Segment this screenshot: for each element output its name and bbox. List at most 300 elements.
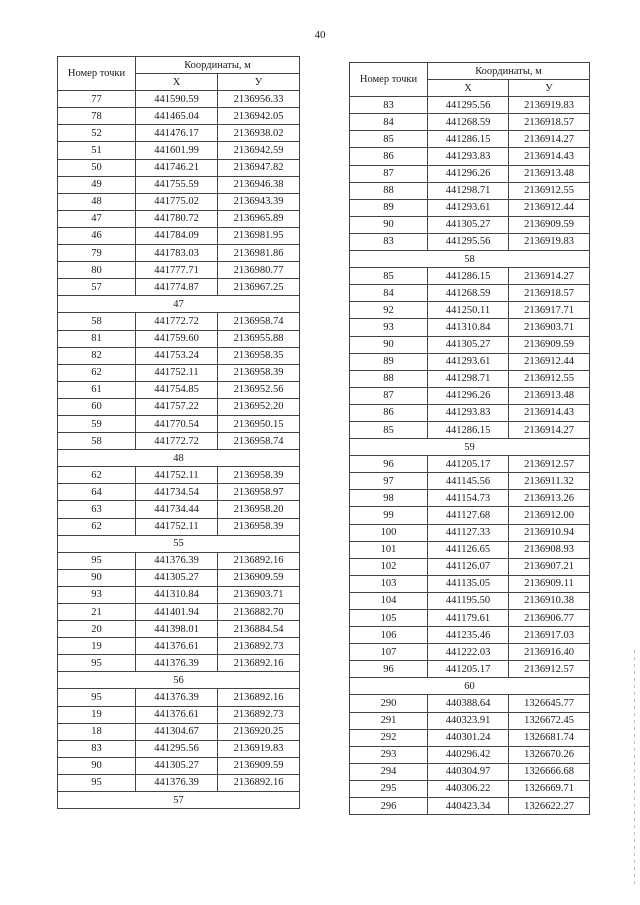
x-coordinate-cell: 441305.27: [428, 216, 509, 233]
x-coordinate-cell: 441293.83: [428, 148, 509, 165]
point-number-cell: 92: [350, 302, 428, 319]
y-coordinate-cell: 2136952.20: [218, 398, 300, 415]
y-coordinate-cell: 2136906.77: [509, 610, 590, 627]
y-coordinate-cell: 2136913.26: [509, 490, 590, 507]
point-number-cell: 107: [350, 644, 428, 661]
table-row: [58, 689, 300, 706]
x-coordinate-cell: 441293.61: [428, 199, 509, 216]
x-coordinate-cell: 441759.60: [136, 330, 218, 347]
y-coordinate-cell: 2136920.25: [218, 723, 300, 740]
point-number-cell: 84: [350, 285, 428, 302]
point-number-cell: 95: [58, 774, 136, 791]
table-row: [350, 575, 590, 592]
point-number-cell: 104: [350, 592, 428, 609]
point-number-cell: 57: [58, 279, 136, 296]
table-row: [58, 706, 300, 723]
x-coordinate-cell: 441310.84: [136, 586, 218, 603]
group-label: 57: [58, 792, 300, 809]
point-number-cell: 295: [350, 780, 428, 797]
table-row: [350, 387, 590, 404]
x-coordinate-cell: 441286.15: [428, 268, 509, 285]
table-row: [350, 421, 590, 438]
x-coordinate-cell: 441179.61: [428, 610, 509, 627]
x-coordinate-cell: 441126.65: [428, 541, 509, 558]
point-number-cell: 58: [58, 313, 136, 330]
table-row: [350, 182, 590, 199]
x-coordinate-cell: 441752.11: [136, 364, 218, 381]
point-number-cell: 103: [350, 575, 428, 592]
point-number-cell: 99: [350, 507, 428, 524]
point-number-cell: 85: [350, 268, 428, 285]
y-coordinate-cell: 2136914.43: [509, 404, 590, 421]
y-coordinate-cell: 2136965.89: [218, 210, 300, 227]
x-coordinate-cell: 441476.17: [136, 125, 218, 142]
y-coordinate-cell: 2136967.25: [218, 279, 300, 296]
table-row: [350, 404, 590, 421]
y-coordinate-cell: 2136958.39: [218, 518, 300, 535]
table-row: [350, 746, 590, 763]
point-number-cell: 95: [58, 689, 136, 706]
y-coordinate-cell: 2136914.27: [509, 421, 590, 438]
point-number-cell: 88: [350, 182, 428, 199]
point-number-cell: 19: [58, 638, 136, 655]
point-number-cell: 85: [350, 421, 428, 438]
x-coordinate-cell: 441401.94: [136, 604, 218, 621]
x-coordinate-cell: 441772.72: [136, 313, 218, 330]
y-coordinate-cell: 2136914.27: [509, 268, 590, 285]
table-row: [350, 798, 590, 815]
x-coordinate-cell: 441154.73: [428, 490, 509, 507]
point-number-cell: 296: [350, 798, 428, 815]
point-number-cell: 49: [58, 176, 136, 193]
x-coordinate-cell: 441295.56: [136, 740, 218, 757]
coordinates-table-left: [57, 56, 300, 809]
point-number-cell: 64: [58, 484, 136, 501]
table-row: [350, 268, 590, 285]
header-point-number: Номер точки: [58, 57, 136, 91]
point-number-cell: 62: [58, 518, 136, 535]
table-row: [58, 279, 300, 296]
y-coordinate-cell: 2136912.44: [509, 353, 590, 370]
y-coordinate-cell: 2136938.02: [218, 125, 300, 142]
y-coordinate-cell: 2136955.88: [218, 330, 300, 347]
y-coordinate-cell: 2136916.40: [509, 644, 590, 661]
x-coordinate-cell: 441780.72: [136, 210, 218, 227]
y-coordinate-cell: 1326669.71: [509, 780, 590, 797]
point-number-cell: 89: [350, 353, 428, 370]
table-row: [350, 473, 590, 490]
y-coordinate-cell: 2136892.73: [218, 638, 300, 655]
table-row: [350, 148, 590, 165]
point-number-cell: 86: [350, 404, 428, 421]
y-coordinate-cell: 2136981.95: [218, 227, 300, 244]
x-coordinate-cell: 441752.11: [136, 467, 218, 484]
table-row: [58, 501, 300, 518]
y-coordinate-cell: 2136950.15: [218, 415, 300, 432]
table-row: [350, 131, 590, 148]
point-number-cell: 61: [58, 381, 136, 398]
y-coordinate-cell: 2136946.38: [218, 176, 300, 193]
x-coordinate-cell: 441296.26: [428, 387, 509, 404]
point-number-cell: 101: [350, 541, 428, 558]
group-row: [350, 678, 590, 695]
x-coordinate-cell: 441376.39: [136, 655, 218, 672]
x-coordinate-cell: 441145.56: [428, 473, 509, 490]
y-coordinate-cell: 2136958.74: [218, 433, 300, 450]
table-row: [58, 723, 300, 740]
y-coordinate-cell: 1326670.26: [509, 746, 590, 763]
y-coordinate-cell: 1326622.27: [509, 798, 590, 815]
y-coordinate-cell: 2136909.59: [509, 216, 590, 233]
point-number-cell: 90: [350, 216, 428, 233]
point-number-cell: 62: [58, 364, 136, 381]
header-point-number: Номер точки: [350, 63, 428, 97]
table-row: [58, 757, 300, 774]
table-row: [350, 165, 590, 182]
x-coordinate-cell: 440423.34: [428, 798, 509, 815]
y-coordinate-cell: 2136918.57: [509, 114, 590, 131]
table-row: [58, 433, 300, 450]
x-coordinate-cell: 441398.01: [136, 621, 218, 638]
table-row: [350, 336, 590, 353]
y-coordinate-cell: 2136914.27: [509, 131, 590, 148]
table-row: [58, 604, 300, 621]
y-coordinate-cell: 2136912.55: [509, 182, 590, 199]
group-label: 59: [350, 439, 590, 456]
y-coordinate-cell: 2136884.54: [218, 621, 300, 638]
header-y: У: [218, 74, 300, 91]
header-x: Х: [136, 74, 218, 91]
table-row: [350, 627, 590, 644]
y-coordinate-cell: 2136912.44: [509, 199, 590, 216]
table-row: [58, 245, 300, 262]
x-coordinate-cell: 441774.87: [136, 279, 218, 296]
point-number-cell: 51: [58, 142, 136, 159]
point-number-cell: 291: [350, 712, 428, 729]
table-row: [350, 507, 590, 524]
table-row: [58, 193, 300, 210]
point-number-cell: 102: [350, 558, 428, 575]
table-row: [350, 97, 590, 114]
table-row: [58, 227, 300, 244]
x-coordinate-cell: 441293.83: [428, 404, 509, 421]
y-coordinate-cell: 2136892.16: [218, 774, 300, 791]
x-coordinate-cell: 441746.21: [136, 159, 218, 176]
table-row: [350, 490, 590, 507]
y-coordinate-cell: 2136892.16: [218, 655, 300, 672]
y-coordinate-cell: 1326681.74: [509, 729, 590, 746]
x-coordinate-cell: 441754.85: [136, 381, 218, 398]
point-number-cell: 96: [350, 456, 428, 473]
x-coordinate-cell: 441205.17: [428, 661, 509, 678]
group-row: [58, 792, 300, 809]
x-coordinate-cell: 441286.15: [428, 421, 509, 438]
point-number-cell: 90: [350, 336, 428, 353]
x-coordinate-cell: 441298.71: [428, 370, 509, 387]
y-coordinate-cell: 2136892.16: [218, 689, 300, 706]
table-row: [58, 91, 300, 108]
point-number-cell: 82: [58, 347, 136, 364]
table-row: [58, 655, 300, 672]
x-coordinate-cell: 441305.27: [136, 569, 218, 586]
point-number-cell: 50: [58, 159, 136, 176]
y-coordinate-cell: 2136914.43: [509, 148, 590, 165]
point-number-cell: 62: [58, 467, 136, 484]
y-coordinate-cell: 1326645.77: [509, 695, 590, 712]
y-coordinate-cell: 2136912.00: [509, 507, 590, 524]
point-number-cell: 80: [58, 262, 136, 279]
x-coordinate-cell: 441222.03: [428, 644, 509, 661]
y-coordinate-cell: 1326672.45: [509, 712, 590, 729]
page-number: 40: [314, 29, 326, 41]
y-coordinate-cell: 2136907.21: [509, 558, 590, 575]
point-number-cell: 293: [350, 746, 428, 763]
point-number-cell: 77: [58, 91, 136, 108]
point-number-cell: 85: [350, 131, 428, 148]
x-coordinate-cell: 441295.56: [428, 233, 509, 250]
x-coordinate-cell: 441268.59: [428, 285, 509, 302]
y-coordinate-cell: 2136910.94: [509, 524, 590, 541]
point-number-cell: 90: [58, 569, 136, 586]
group-row: [58, 296, 300, 313]
table-row: [350, 763, 590, 780]
x-coordinate-cell: 441770.54: [136, 415, 218, 432]
y-coordinate-cell: 2136912.57: [509, 661, 590, 678]
y-coordinate-cell: 2136947.82: [218, 159, 300, 176]
y-coordinate-cell: 2136958.35: [218, 347, 300, 364]
table-body: [350, 97, 590, 815]
table-row: [58, 569, 300, 586]
x-coordinate-cell: 441777.71: [136, 262, 218, 279]
x-coordinate-cell: 441752.11: [136, 518, 218, 535]
y-coordinate-cell: 2136952.56: [218, 381, 300, 398]
table-row: [350, 558, 590, 575]
y-coordinate-cell: 2136980.77: [218, 262, 300, 279]
table-row: [58, 740, 300, 757]
group-row: [58, 672, 300, 689]
x-coordinate-cell: 441784.09: [136, 227, 218, 244]
point-number-cell: 93: [350, 319, 428, 336]
table-row: [58, 484, 300, 501]
point-number-cell: 48: [58, 193, 136, 210]
x-coordinate-cell: 441734.54: [136, 484, 218, 501]
x-coordinate-cell: 441465.04: [136, 108, 218, 125]
y-coordinate-cell: 2136912.55: [509, 370, 590, 387]
x-coordinate-cell: 441205.17: [428, 456, 509, 473]
group-label: 47: [58, 296, 300, 313]
table-row: [58, 142, 300, 159]
y-coordinate-cell: 2136958.39: [218, 467, 300, 484]
y-coordinate-cell: 2136908.93: [509, 541, 590, 558]
table-row: [350, 114, 590, 131]
point-number-cell: 18: [58, 723, 136, 740]
x-coordinate-cell: 441250.11: [428, 302, 509, 319]
table-row: [350, 712, 590, 729]
table-row: [350, 456, 590, 473]
x-coordinate-cell: 441376.61: [136, 638, 218, 655]
point-number-cell: 95: [58, 552, 136, 569]
x-coordinate-cell: 441753.24: [136, 347, 218, 364]
point-number-cell: 79: [58, 245, 136, 262]
x-coordinate-cell: 441235.46: [428, 627, 509, 644]
point-number-cell: 59: [58, 415, 136, 432]
point-number-cell: 100: [350, 524, 428, 541]
point-number-cell: 60: [58, 398, 136, 415]
y-coordinate-cell: 2136911.32: [509, 473, 590, 490]
group-label: 56: [58, 672, 300, 689]
x-coordinate-cell: 441135.05: [428, 575, 509, 592]
table-row: [350, 285, 590, 302]
point-number-cell: 81: [58, 330, 136, 347]
point-number-cell: 95: [58, 655, 136, 672]
y-coordinate-cell: 2136913.48: [509, 387, 590, 404]
table-row: [350, 644, 590, 661]
group-row: [58, 450, 300, 467]
y-coordinate-cell: 1326666.68: [509, 763, 590, 780]
table-row: [58, 638, 300, 655]
x-coordinate-cell: 441286.15: [428, 131, 509, 148]
x-coordinate-cell: 441127.68: [428, 507, 509, 524]
table-row: [58, 159, 300, 176]
x-coordinate-cell: 441305.27: [136, 757, 218, 774]
point-number-cell: 98: [350, 490, 428, 507]
table-row: [58, 381, 300, 398]
x-coordinate-cell: 441295.56: [428, 97, 509, 114]
table-row: [58, 364, 300, 381]
header-x: Х: [428, 80, 509, 97]
x-coordinate-cell: 441305.27: [428, 336, 509, 353]
point-number-cell: 96: [350, 661, 428, 678]
point-number-cell: 294: [350, 763, 428, 780]
table-row: [58, 108, 300, 125]
y-coordinate-cell: 2136909.59: [218, 569, 300, 586]
group-label: 48: [58, 450, 300, 467]
y-coordinate-cell: 2136909.59: [218, 757, 300, 774]
table-row: [58, 313, 300, 330]
point-number-cell: 90: [58, 757, 136, 774]
table-row: [350, 216, 590, 233]
point-number-cell: 47: [58, 210, 136, 227]
y-coordinate-cell: 2136958.74: [218, 313, 300, 330]
point-number-cell: 63: [58, 501, 136, 518]
y-coordinate-cell: 2136958.97: [218, 484, 300, 501]
table-row: [58, 330, 300, 347]
point-number-cell: 78: [58, 108, 136, 125]
y-coordinate-cell: 2136942.05: [218, 108, 300, 125]
point-number-cell: 86: [350, 148, 428, 165]
table-row: [350, 729, 590, 746]
point-number-cell: 106: [350, 627, 428, 644]
point-number-cell: 83: [58, 740, 136, 757]
y-coordinate-cell: 2136903.71: [218, 586, 300, 603]
point-number-cell: 21: [58, 604, 136, 621]
table-row: [350, 541, 590, 558]
header-coordinates: Координаты, м: [136, 57, 300, 74]
table-row: [58, 262, 300, 279]
x-coordinate-cell: 440388.64: [428, 695, 509, 712]
table-row: [350, 319, 590, 336]
table-row: [350, 661, 590, 678]
table-row: [350, 592, 590, 609]
x-coordinate-cell: 441590.59: [136, 91, 218, 108]
table-row: [350, 610, 590, 627]
x-coordinate-cell: 441734.44: [136, 501, 218, 518]
y-coordinate-cell: 2136892.16: [218, 552, 300, 569]
y-coordinate-cell: 2136882.70: [218, 604, 300, 621]
y-coordinate-cell: 2136913.48: [509, 165, 590, 182]
group-row: [350, 439, 590, 456]
point-number-cell: 84: [350, 114, 428, 131]
table-row: [58, 621, 300, 638]
point-number-cell: 97: [350, 473, 428, 490]
table-body: [58, 91, 300, 809]
x-coordinate-cell: 441310.84: [428, 319, 509, 336]
group-row: [58, 535, 300, 552]
group-row: [350, 251, 590, 268]
x-coordinate-cell: 441268.59: [428, 114, 509, 131]
x-coordinate-cell: 441376.39: [136, 774, 218, 791]
y-coordinate-cell: 2136903.71: [509, 319, 590, 336]
table-row: [58, 415, 300, 432]
point-number-cell: 105: [350, 610, 428, 627]
x-coordinate-cell: 441755.59: [136, 176, 218, 193]
header-y: У: [509, 80, 590, 97]
point-number-cell: 46: [58, 227, 136, 244]
point-number-cell: 83: [350, 97, 428, 114]
table-row: [350, 524, 590, 541]
scan-artifact-line: [634, 650, 635, 885]
x-coordinate-cell: 441296.26: [428, 165, 509, 182]
table-row: [58, 774, 300, 791]
table-row: [350, 695, 590, 712]
point-number-cell: 58: [58, 433, 136, 450]
x-coordinate-cell: 441772.72: [136, 433, 218, 450]
y-coordinate-cell: 2136956.33: [218, 91, 300, 108]
group-label: 60: [350, 678, 590, 695]
y-coordinate-cell: 2136912.57: [509, 456, 590, 473]
table-row: [58, 467, 300, 484]
table-row: [350, 199, 590, 216]
table-row: [350, 370, 590, 387]
x-coordinate-cell: 441298.71: [428, 182, 509, 199]
coordinates-table-right: [349, 62, 590, 815]
table-row: [58, 347, 300, 364]
header-coordinates: Координаты, м: [428, 63, 590, 80]
table-row: [350, 780, 590, 797]
x-coordinate-cell: 441127.33: [428, 524, 509, 541]
point-number-cell: 88: [350, 370, 428, 387]
point-number-cell: 19: [58, 706, 136, 723]
table-row: [350, 233, 590, 250]
x-coordinate-cell: 441195.50: [428, 592, 509, 609]
point-number-cell: 292: [350, 729, 428, 746]
x-coordinate-cell: 440323.91: [428, 712, 509, 729]
x-coordinate-cell: 441293.61: [428, 353, 509, 370]
y-coordinate-cell: 2136981.86: [218, 245, 300, 262]
group-label: 58: [350, 251, 590, 268]
table-row: [58, 176, 300, 193]
x-coordinate-cell: 440304.97: [428, 763, 509, 780]
x-coordinate-cell: 440306.22: [428, 780, 509, 797]
y-coordinate-cell: 2136919.83: [509, 233, 590, 250]
x-coordinate-cell: 441376.39: [136, 552, 218, 569]
y-coordinate-cell: 2136917.71: [509, 302, 590, 319]
x-coordinate-cell: 441783.03: [136, 245, 218, 262]
y-coordinate-cell: 2136919.83: [218, 740, 300, 757]
x-coordinate-cell: 440301.24: [428, 729, 509, 746]
x-coordinate-cell: 441126.07: [428, 558, 509, 575]
table-row: [58, 210, 300, 227]
